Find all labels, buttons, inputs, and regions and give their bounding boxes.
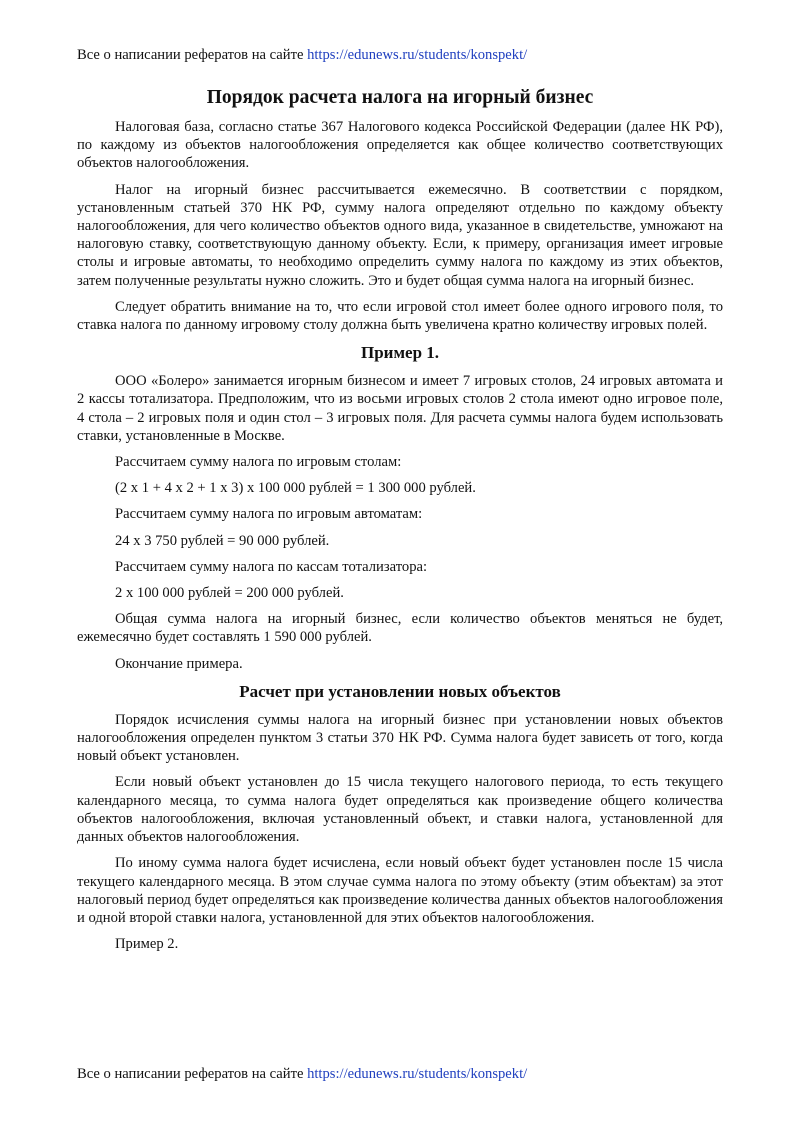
footer-site-link[interactable]: https://edunews.ru/students/konspekt/ [307, 1066, 528, 1082]
example1-end: Окончание примера. [115, 655, 243, 672]
example1-step-label: Рассчитаем сумму налога по игровым столам: [115, 454, 402, 471]
page-footer [77, 1065, 723, 1084]
example1-heading: Пример 1. [360, 343, 440, 363]
example1-paragraph: ООО «Болеро» занимается игорным бизнесом и имеет 7 игровых столов, 24 игровых автомата и 2 кассы тотализатора. Предположим, что из восьми игровых столов 2 стола имеют одно игровое поле, 4 стола – 2 игровых поля и один стол – 3 игровых поля. Для расчета суммы налога будем использовать ставки, установленные в Москве. [77, 373, 723, 444]
footer-text: Все о написании рефератов на сайте [77, 1066, 308, 1082]
page-header [77, 46, 723, 65]
example1-step-label: Рассчитаем сумму налога по кассам тотализатора: [115, 558, 428, 575]
intro-paragraph-3: Следует обратить внимание на то, что если игровой стол имеет более одного игрового поля, то ставка налога по данному игровому столу должна быть увеличена кратно количеству игровых полей. [77, 298, 723, 334]
document-page [77, 46, 723, 961]
intro-paragraph-1: Налоговая база, согласно статье 367 Налогового кодекса Российской Федерации (далее НК РФ), по каждому из объектов налогообложения определяется как общее количество соответствующих объектов налогообложения. [77, 119, 723, 172]
section2-heading: Расчет при установлении новых объектов [239, 681, 561, 701]
example1-formula: (2 х 1 + 4 х 2 + 1 х 3) х 100 000 рублей = 1 300 000 рублей. [115, 480, 476, 497]
example2-label: Пример 2. [115, 936, 179, 953]
section2-paragraph-3: По иному сумма налога будет исчислена, если новый объект будет установлен после 15 числа текущего календарного месяца. В этом случае сумма налога по этому объекту (этим объектам) за этот налоговый период будет определяться как произведение количества данных объектов налогообложения и одной второй ставки налога, установленной для этих объектов налогообложения. [77, 855, 723, 926]
header-text: Все о написании рефератов на сайте [77, 47, 308, 63]
example1-formula: 2 х 100 000 рублей = 200 000 рублей. [115, 585, 344, 602]
document-title: Порядок расчета налога на игорный бизнес [206, 87, 594, 108]
example1-step-label: Рассчитаем сумму налога по игровым автоматам: [115, 506, 423, 523]
intro-paragraph-2: Налог на игорный бизнес рассчитывается ежемесячно. В соответствии с порядком, установленным статьей 370 НК РФ, сумму налога определяют отдельно по каждому объекту налогообложения, для чего количество объектов одного вида, указанное в свидетельстве, умножают на налоговую ставку, соответствующую данному объекту. Если, к примеру, организация имеет игровые столы и игровые автоматы, то необходимо определить сумму налога по каждому из этих объектов, затем полученные результаты нужно сложить. Это и будет общая сумма налога на игорный бизнес. [77, 181, 723, 289]
example1-formula: 24 х 3 750 рублей = 90 000 рублей. [115, 532, 330, 549]
section2-paragraph-2: Если новый объект установлен до 15 числа текущего налогового периода, то есть текущего календарного месяца, то сумма налога будет определяться как произведение общего количества объектов налогообложения, включая установленный объект, и ставки налога, установленной для данных объектов налогообложения. [77, 774, 723, 846]
section2-paragraph-1: Порядок исчисления суммы налога на игорный бизнес при установлении новых объектов налогообложения определен пунктом 3 статьи 370 НК РФ. Сумма налога будет зависеть от того, когда новый объект установлен. [77, 711, 723, 765]
example1-total: Общая сумма налога на игорный бизнес, если количество объектов меняться не будет, ежемесячно будет составлять 1 590 000 рублей. [77, 611, 723, 646]
header-site-link[interactable]: https://edunews.ru/students/konspekt/ [307, 47, 528, 63]
